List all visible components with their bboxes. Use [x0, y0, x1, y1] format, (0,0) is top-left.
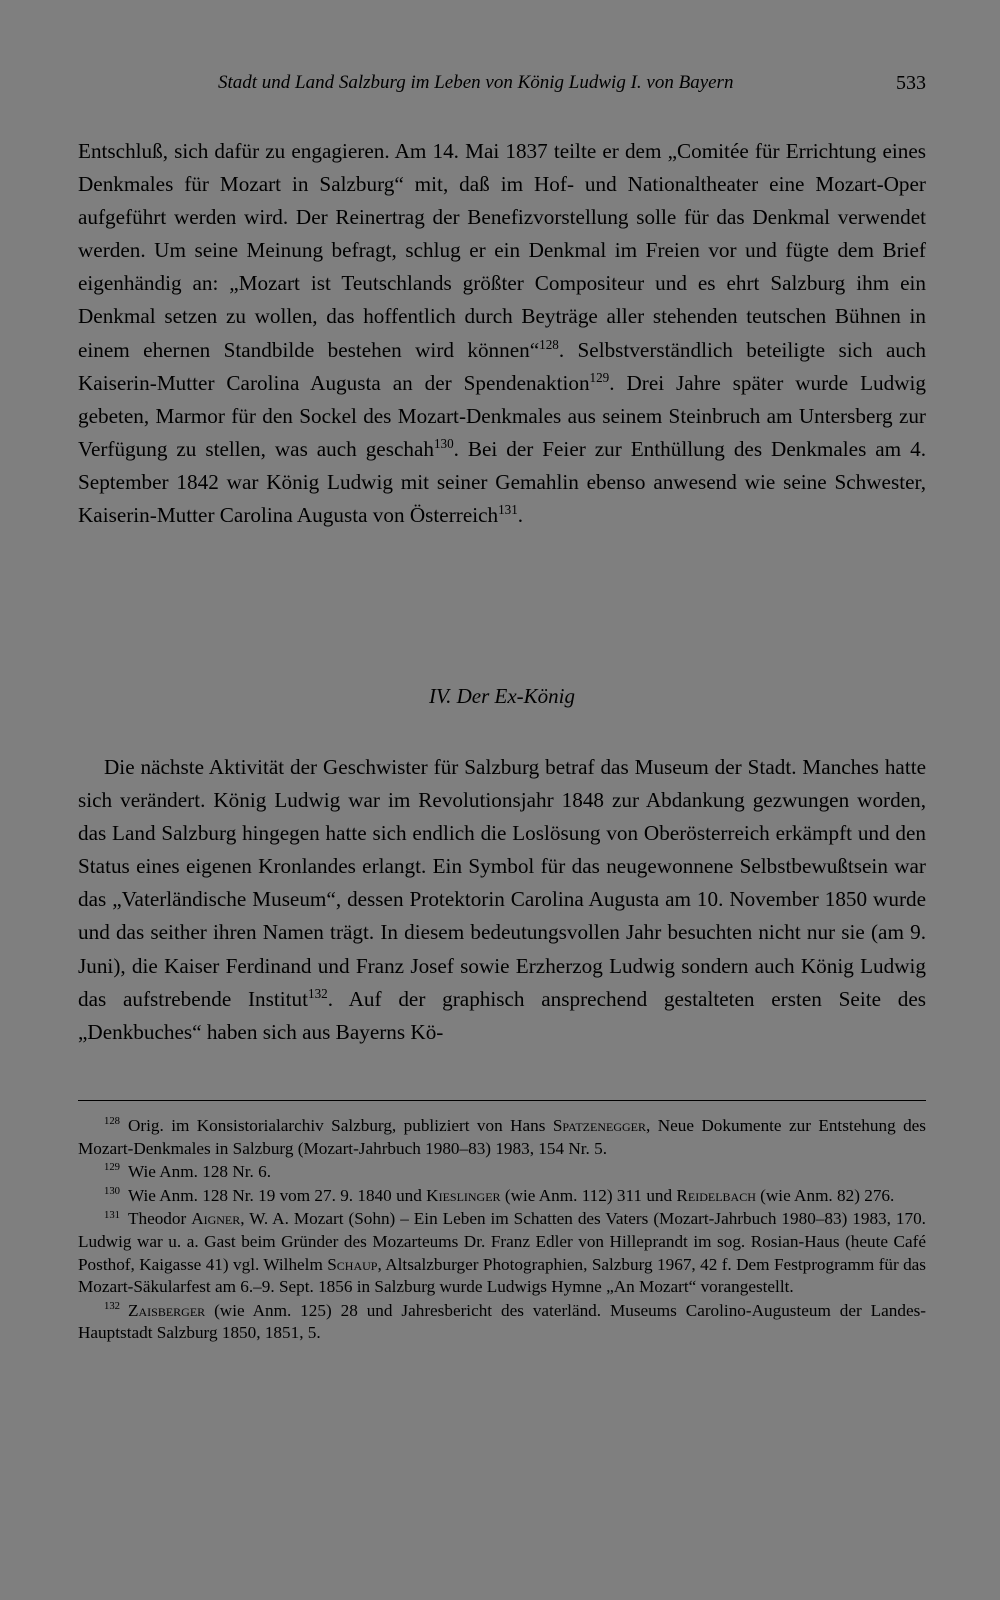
footnote-number: 128: [104, 1116, 120, 1128]
footnote-reference: 132: [308, 985, 328, 1001]
book-page: [78, 0, 926, 1600]
page-number: 533: [896, 72, 926, 94]
footnotes: [78, 1115, 926, 1346]
footnote-number: 130: [104, 1186, 120, 1198]
footnote-reference: 130: [433, 435, 454, 451]
footnote-129: $^{129}$ Wie Anm. 128 Nr. 6.: [104, 1162, 271, 1182]
body-text-upper: [78, 135, 926, 532]
footnote-reference: 129: [589, 369, 610, 385]
footnote-131: $^{131}$ Theodor Aigner, W. A. Mozart (Sohn) – Ein Leben im Schatten des Vaters (Mozart-Jahrbuch 1980–83) 1983, 170. Ludwig war u. a. Gast beim Gründer des Mozarteums Dr. Franz Edler von Hilleprandt im sog. Rosian-Haus (heute Café Posthof, Kaigasse 41) vgl. Wilhelm Schaup, Altsalzburger Photographien, Salzburg 1967, 42 f. Dem Festprogramm für das Mozart-Säkularfest am 6.–9. Sept. 1856 in Salzburg wurde Ludwigs Hymne „An Mozart“ vorangestellt.: [78, 1209, 926, 1297]
footnote-132: $^{132}$ Zaisberger (wie Anm. 125) 28 und Jahresbericht des vaterländ. Museums Carolino-Augusteum der Landes-Hauptstadt Salzburg 1850, 1851, 5.: [78, 1300, 926, 1343]
footnote-128: $^{128}$ Orig. im Konsistorialarchiv Salzburg, publiziert von Hans Spatzenegger, Neue Dokumente zur Entstehung des Mozart-Denkmales in Salzburg (Mozart-Jahrbuch 1980–83) 1983, 154 Nr. 5.: [78, 1116, 926, 1158]
footnote-number: 129: [104, 1162, 120, 1174]
paragraph: Die nächste Aktivität der Geschwister für Salzburg betraf das Museum der Stadt. Manches hatte sich verändert. König Ludwig war im Revolutionsjahr 1848 zur Abdankung gezwungen worden, das Land Salzburg hingegen hatte sich endlich die Loslösung von Oberösterreich erkämpft und den Status eines eigenen Kronlandes erlangt. Ein Symbol für das neugewonnene Selbstbewußtsein war das „Vaterländische Museum“, dessen Protektorin Carolina Augusta am 10. November 1850 wurde und das seither ihren Namen trägt. In diesem bedeutungsvollen Jahr besuchten nicht nur sie (am 9. Juni), die Kaiser Ferdinand und Franz Josef sowie Erzherzog Ludwig sondern auch König Ludwig das aufstrebende Institut$^{132}$. Auf der graphisch ansprechend gestalteten ersten Seite des „Denkbuches“ haben sich aus Bayerns Kö-: [78, 755, 927, 1044]
footnote-number: 132: [104, 1301, 120, 1313]
page-header: [78, 72, 926, 102]
section-heading: IV. Der Ex-König: [428, 684, 575, 708]
paragraph: Entschluß, sich dafür zu engagieren. Am 14. Mai 1837 teilte er dem „Comitée für Errichtung eines Denkmales für Mozart in Salzburg“ mit, daß im Hof- und Nationaltheater eine Mozart-Oper aufgeführt werden wird. Der Reinertrag der Benefizvorstellung solle für das Denkmal verwendet werden. Um seine Meinung befragt, schlug er ein Denkmal im Freien vor und fügte dem Brief eigenhändig an: „Mozart ist Teutschlands größter Compositeur und es ehrt Salzburg ihm ein Denkmal setzen zu wollen, das hoffentlich durch Beyträge aller stehenden teutschen Bühnen in einem ehernen Standbilde bestehen wird können“$^{128}$. Selbstverständlich beteiligte sich auch Kaiserin-Mutter Carolina Augusta an der Spendenaktion$^{129}$. Drei Jahre später wurde Ludwig gebeten, Marmor für den Sockel des Mozart-Denkmales aus seinem Steinbruch am Untersberg zur Verfügung zu stellen, was auch geschah$^{130}$. Bei der Feier zur Enthüllung des Denkmales am 4. September 1842 war König Ludwig mit seiner Gemahlin ebenso anwesend wie seine Schwester, Kaiserin-Mutter Carolina Augusta von Österreich$^{131}$.: [78, 139, 926, 528]
footnote-reference: 131: [498, 501, 518, 517]
footnote-reference: 128: [539, 336, 559, 352]
footnote-separator: [78, 1100, 926, 1101]
body-text-lower: [78, 751, 926, 1049]
footnote-130: $^{130}$ Wie Anm. 128 Nr. 19 vom 27. 9. 1840 und Kieslinger (wie Anm. 112) 311 und Reidelbach (wie Anm. 82) 276.: [104, 1185, 895, 1205]
footnote-number: 131: [104, 1209, 120, 1221]
running-title: Stadt und Land Salzburg im Leben von König Ludwig I. von Bayern: [218, 72, 734, 93]
